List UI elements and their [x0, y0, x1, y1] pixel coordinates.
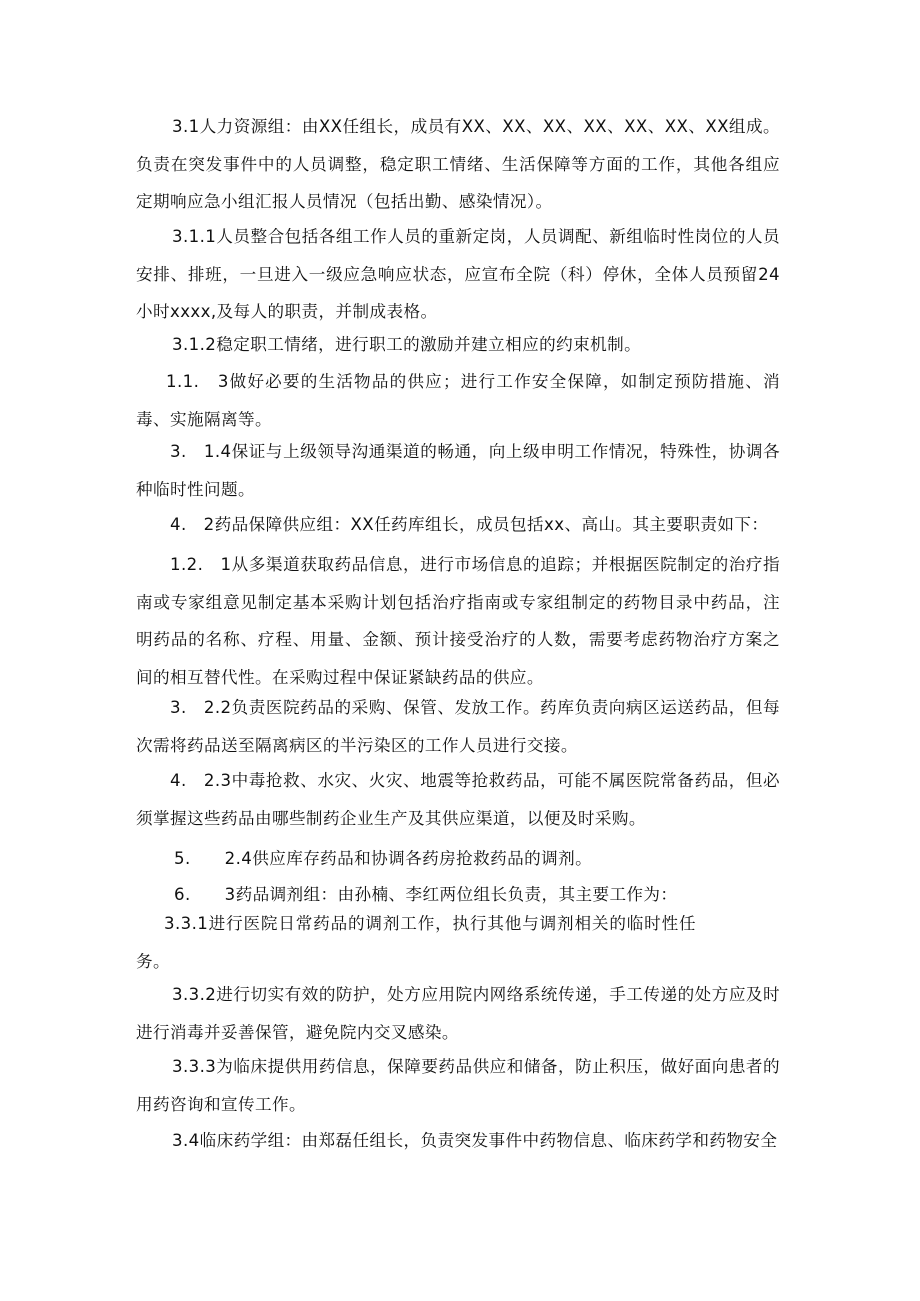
paragraph-3-3-1: 3.3.1进行医院日常药品的调剂工作，执行其他与调剂相关的临时性任务。 — [136, 914, 696, 971]
paragraph-4-2-3: 4. 2.3中毒抢救、水灾、火灾、地震等抢救药品，可能不属医院常备药品，但必须掌握这些药品由哪些制药企业生产及其供应渠道，以便及时采购。 — [136, 771, 780, 828]
paragraph-3-1-2: 3.1.2稳定职工情绪，进行职工的激励并建立相应的约束机制。 — [172, 335, 642, 354]
paragraph-1-1-3: 1.1. 3做好必要的生活物品的供应；进行工作安全保障，如制定预防措施、消毒、实施隔离等。 — [136, 372, 780, 429]
paragraph-3-2-2: 3. 2.2负责医院药品的采购、保管、发放工作。药库负责向病区运送药品，但每次需将药品送至隔离病区的半污染区的工作人员进行交接。 — [136, 698, 780, 755]
paragraph-5-2-4: 5. 2.4供应库存药品和协调各药房抢救药品的调剂。 — [174, 849, 593, 868]
paragraph-4-2: 4. 2药品保障供应组：XX任药库组长，成员包括xx、高山。其主要职责如下： — [170, 515, 769, 534]
paragraph-3-3-2: 3.3.2进行切实有效的防护，处方应用院内网络系统传递，手工传递的处方应及时进行消毒并妥善保管，避免院内交叉感染。 — [136, 985, 780, 1042]
paragraph-3-1-1: 3.1.1人员整合包括各组工作人员的重新定岗，人员调配、新组临时性岗位的人员安排、排班，一旦进入一级应急响应状态，应宣布全院（科）停休，全体人员预留24小时xxxx,及每人的职责，并制成表格。 — [136, 227, 780, 321]
paragraph-1-2-1: 1.2. 1从多渠道获取药品信息，进行市场信息的追踪；并根据医院制定的治疗指南或专家组意见制定基本采购计划包括治疗指南或专家组制定的药物目录中药品，注明药品的名称、疗程、用量、金额、预计接受治疗的人数，需要考虑药物治疗方案之间的相互替代性。在采购过程中保证紧缺药品的供应。 — [136, 555, 780, 687]
paragraph-3-1-4: 3. 1.4保证与上级领导沟通渠道的畅通，向上级申明工作情况，特殊性，协调各种临时性问题。 — [136, 442, 780, 499]
paragraph-6-3: 6. 3药品调剂组：由孙楠、李红两位组长负责，其主要工作为： — [174, 885, 678, 904]
paragraph-3-3-3: 3.3.3为临床提供用药信息，保障要药品供应和储备，防止积压，做好面向患者的用药咨询和宣传工作。 — [136, 1057, 780, 1114]
paragraph-3-1: 3.1人力资源组：由XX任组长，成员有XX、XX、XX、XX、XX、XX、XX组成。负责在突发事件中的人员调整，稳定职工情绪、生活保障等方面的工作，其他各组应定期响应急小组汇报人员情况（包括出勤、感染情况）。 — [136, 117, 780, 211]
paragraph-3-4: 3.4临床药学组：由郑磊任组长，负责突发事件中药物信息、临床药学和药物安全 — [172, 1131, 778, 1150]
